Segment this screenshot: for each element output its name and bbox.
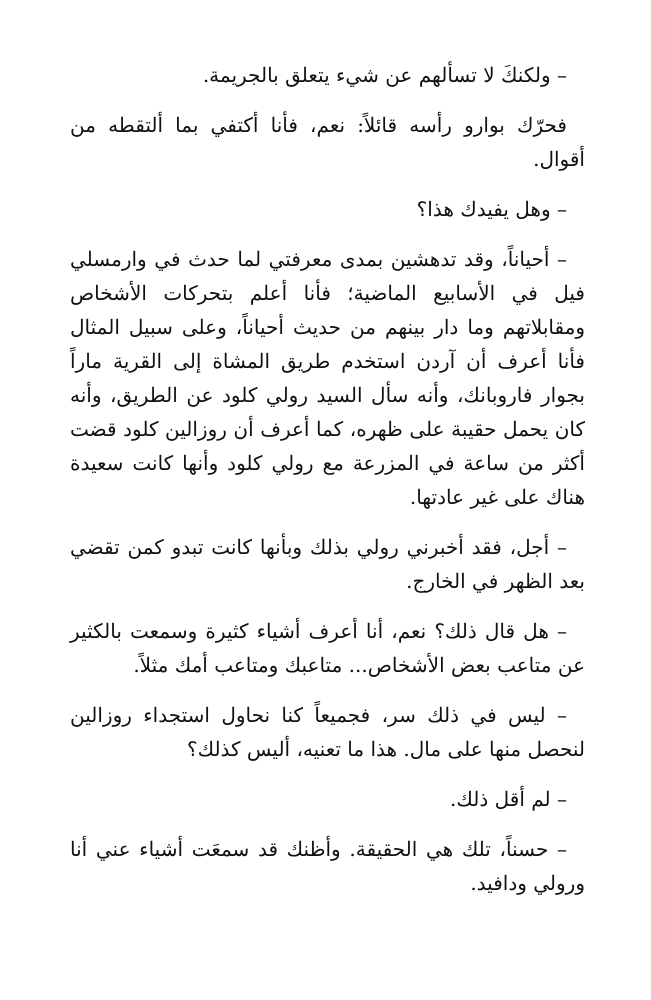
book-page (70, 58, 585, 916)
paragraph-4: – أحياناً، وقد تدهشين بمدى معرفتي لما حدث في وارمسلي فيل في الأسابيع الماضية؛ فأنا أعلم بتحركات الأشخاص ومقابلاتهم وما دار بينهم من حديث أحياناً، وعلى سبيل المثال فأنا أعرف أن آردن استخدم طريق المشاة إلى القرية ماراً بجوار فاروبانك، وأنه سأل السيد رولي كلود عن الطريق، وأنه كان يحمل حقيبة على ظهره، كما أعرف أن روزالين كلود قضت أكثر من ساعة في المزرعة مع رولي كلود وأنها كانت سعيدة هناك على غير عادتها. (70, 247, 585, 509)
paragraph-5: – أجل، فقد أخبرني رولي بذلك وبأنها كانت تبدو كمن تقضي بعد الظهر في الخارج. (70, 535, 585, 593)
paragraph-7: – ليس في ذلك سر، فجميعاً كنا نحاول استجداء روزالين لنحصل منها على مال. هذا ما تعنيه، أليس كذلك؟ (70, 703, 585, 761)
paragraph-9: – حسناً، تلك هي الحقيقة. وأظنك قد سمعَت أشياء عني أنا ورولي ودافيد. (70, 837, 585, 895)
paragraph-3: – وهل يفيدك هذا؟ (416, 197, 567, 221)
paragraph-8: – لم أقل ذلك. (450, 787, 567, 811)
paragraph-2: فحرّك بوارو رأسه قائلاً: نعم، فأنا أكتفي بما ألتقطه من أقوال. (70, 113, 585, 171)
paragraph-1: – ولكنكَ لا تسألهم عن شيء يتعلق بالجريمة. (202, 63, 567, 87)
paragraph-6: – هل قال ذلك؟ نعم، أنا أعرف أشياء كثيرة وسمعت بالكثير عن متاعب بعض الأشخاص... متاعبك ومتاعب أمك مثلاً. (70, 619, 585, 677)
